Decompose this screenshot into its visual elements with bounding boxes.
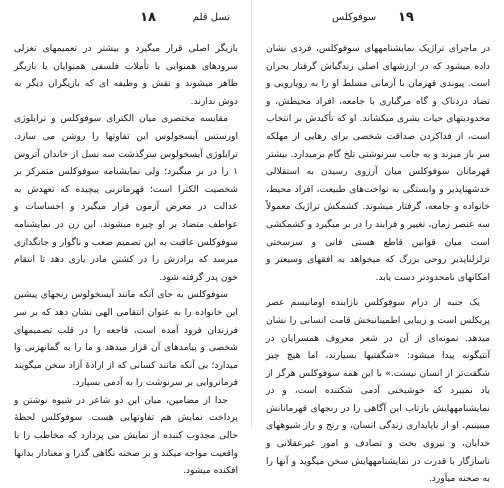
- right-page-number: ۱۹: [398, 10, 414, 25]
- left-page-header: [14, 10, 238, 32]
- right-page: [252, 0, 504, 485]
- left-page-number: ۱۸: [140, 10, 156, 25]
- paragraph-gap: [266, 286, 490, 294]
- left-paragraph-1: بازیگر اصلی قرار میگیرد و بیشتر در تعمیمهای تغزلی سرودهای همنوایی یا تأملات فلسفی همنوایان یا بازیگر ظاهر میشوند و نقش و وظیفه ای که بازیگران دیگر به دوش ندارند.: [14, 43, 238, 107]
- right-running-title: سوفوکلس: [332, 12, 377, 23]
- left-page: [0, 0, 252, 477]
- left-paragraph-2: مقایسه مختصری میان الکترای سوفوکلس و ترایلوژی اورستس آیسخولوس این تفاوتها را روشن می سازد. ترایلوژی آیسخولوس سرگذشت سه نسل از خاندان آتروس ۱ را در بر میگیرد؛ ولی نمایشنامه سوفوکلس متمرکز بر شخصیت الکترا است؛ قهرمانزنی پیچیده که تعهدش به عدالت در معرض آزمون قرار میگیرد و احساسات و عواطف متضاد بر او چیره میشوند. این زن در نمایشنامه سوفوکلس عاقبت به این تصمیم صعب و ناگوار و جانگدازی میرسد که برادرش را در کشتن مادر یاری دهد تا انتقام خون پدر گرفته شود.: [14, 113, 238, 283]
- right-paragraph-2: یک جنبه از درام سوفوکلس نازاینده اومانیسم عصر پریکلس است و زیبایی اطمینانبخش قامت انسانی را نشان میدهد. نمونه‌ای از آن در شعر معروف همسرایان در آنتیگونه پیدا میشود: «شگفتیها بسیارند، اما هیچ چیز شگفت‌تر از انسان نیست.» با این همه سوفوکلس هرگز از یاد نمیبرد که خوشبختی آدمی شکننده است، و در نمایشنامههایش بازتاب این آگاهی را در رنجهای قهرمانانش میبینیم. او از ناپایداری زندگی انسان، و رنج و راز شیوههای خدایان، و نیروی بخت و تصادف و امور غیرعقلانی و ناسازگار با قدرت در نمایشنامههایش سخن میگوید و آنها را به صحنه میآورد.: [266, 297, 490, 485]
- right-paragraph-1: در ماجرای تراژیک نمایشنامههای سوفوکلس، فردی نشان داده میشود که در ارزشهای اصلی زندگیاش گرفتار بحران است. پیوندی قهرمان با آرمانی مسلط او را به رویارویی و تضاد دردناک و گاه مرگباری با جامعه، افراد محیطش، و محدودیتهای حیات بشری میکشاند. او که تأکیدش بر انتخاب است، از فداکردن صداقت شخصی برای رهایی از مهلکه سر باز میزند و به جانب سرنوشتی تلخ گام برمیدارد. بیشتر قهرمانان سوفوکلس میان آرزوی رسیدن به استقلالی خدشهناپذیر و وابستگی به نواخت‌های طبیعت، افراد محیط، خانواده و جامعه، گرفتار میشوند. کشمکش تراژیک معمولاً سه عنصر زمان، تغییر و فرایند را در بر میگیرد و کشمکشی است میان قوانین قاطع هستی فانی و سرسختی تزلزلناپذیر روحی بزرگ که میخواهد به افقهای وسیعتر و امکانهای نامحدودتر دست یابد.: [266, 43, 490, 283]
- right-page-header: [266, 10, 490, 32]
- left-paragraph-3: سوفوکلس به جای آنکه مانند آیسخولوس رنجهای پیشین این خانواده را به عنوان انتقامی الهی نشان دهد که بر سر فرزندان فرود آمده است، فاجعه را در قلب تصمیمهای شخصی و پیامدهای آن قرار میدهد و ما را به گمانهزنی وا میدارد؛ بی آنکه مانند کسانی که از ارادهٔ آزاد سخن میگویند فرمانروایی بر سرنوشت را به آدمی بسپارد.: [14, 289, 238, 389]
- left-paragraph-4: جدا از مضامین، میان این دو شاعر در شیوه نوشتن و پرداخت نمایش هم تفاوتهایی هست. سوفوکلس لحظهٔ حالی مجذوب کننده از نمایش می پردازد که مخاطب را با واقعیت مواجه میکند و بر صحنه نگاهی گذرا و معنادار بدانها افکنده میشود.: [14, 394, 238, 477]
- left-running-title: نسل قلم: [192, 12, 230, 23]
